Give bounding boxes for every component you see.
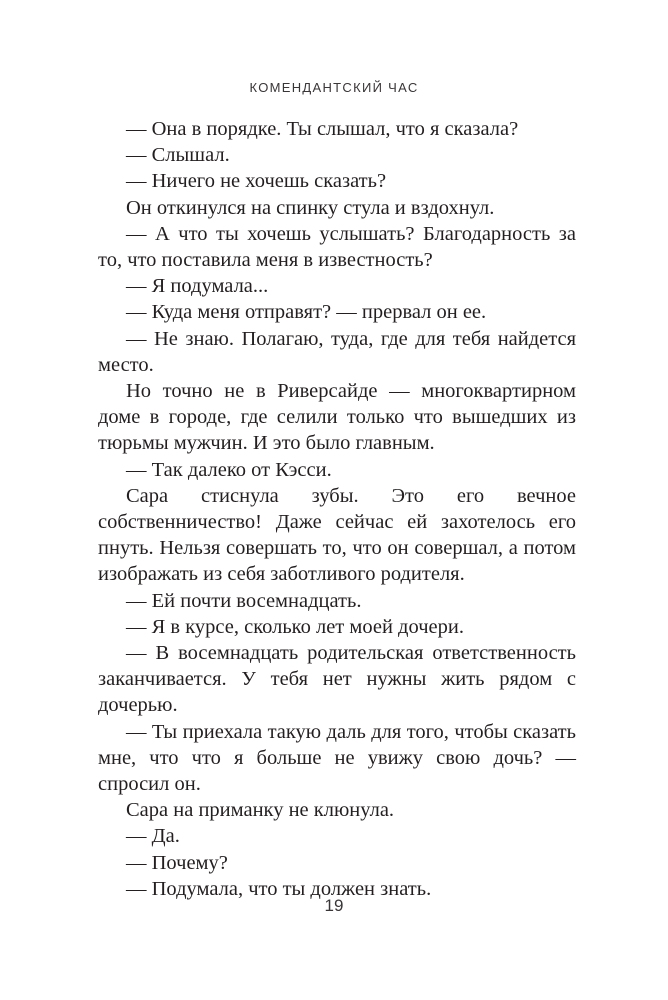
paragraph: Он откинулся на спинку стула и вздохнул. <box>126 196 495 219</box>
paragraph: — Я в курсе, сколько лет моей дочери. <box>126 615 464 638</box>
paragraph: — Почему? <box>126 851 228 874</box>
paragraph: — Ничего не хочешь сказать? <box>126 170 387 193</box>
running-head: КОМЕНДАНТСКИЙ ЧАС <box>249 80 419 95</box>
paragraph: — Так далеко от Кэсси. <box>126 458 332 481</box>
paragraph: — Да. <box>126 825 180 848</box>
paragraph: — Слышал. <box>126 144 230 167</box>
paragraph: — Я подумала... <box>126 275 269 298</box>
paragraph: — Ты приехала такую даль для того, чтобы сказать мне, что что я больше не увижу свою дочь? — спросил он. <box>98 720 576 796</box>
paragraph: — Она в порядке. Ты слышал, что я сказала? <box>126 118 519 140</box>
paragraph: — Подумала, что ты должен знать. <box>126 877 432 900</box>
paragraph: — Ей почти восемнадцать. <box>126 589 362 612</box>
paragraph: — А что ты хочешь услышать? Благодарность за то, что поставила меня в известность? <box>98 222 576 272</box>
paragraph: — Не знаю. Полагаю, туда, где для тебя найдется место. <box>98 327 576 376</box>
body-text <box>98 116 576 902</box>
paragraph: — В восемнадцать родительская ответственность заканчивается. У тебя нет нужны жить рядом с дочерью. <box>98 642 576 717</box>
paragraph: Сара на приманку не клюнула. <box>126 799 395 822</box>
paragraph: Сара стиснула зубы. Это его вечное собственничество! Даже сейчас ей захотелось его пнуть. Нельзя совершать то, что он совершал, а потом изображать из себя заботливого родителя. <box>98 484 576 586</box>
paragraph: — Куда меня отправят? — прервал он ее. <box>126 301 487 324</box>
page-number: 19 <box>324 896 344 915</box>
paragraph: Но точно не в Риверсайде — многоквартирном доме в городе, где селили только что вышедших из тюрьмы мужчин. И это было главным. <box>98 380 576 455</box>
